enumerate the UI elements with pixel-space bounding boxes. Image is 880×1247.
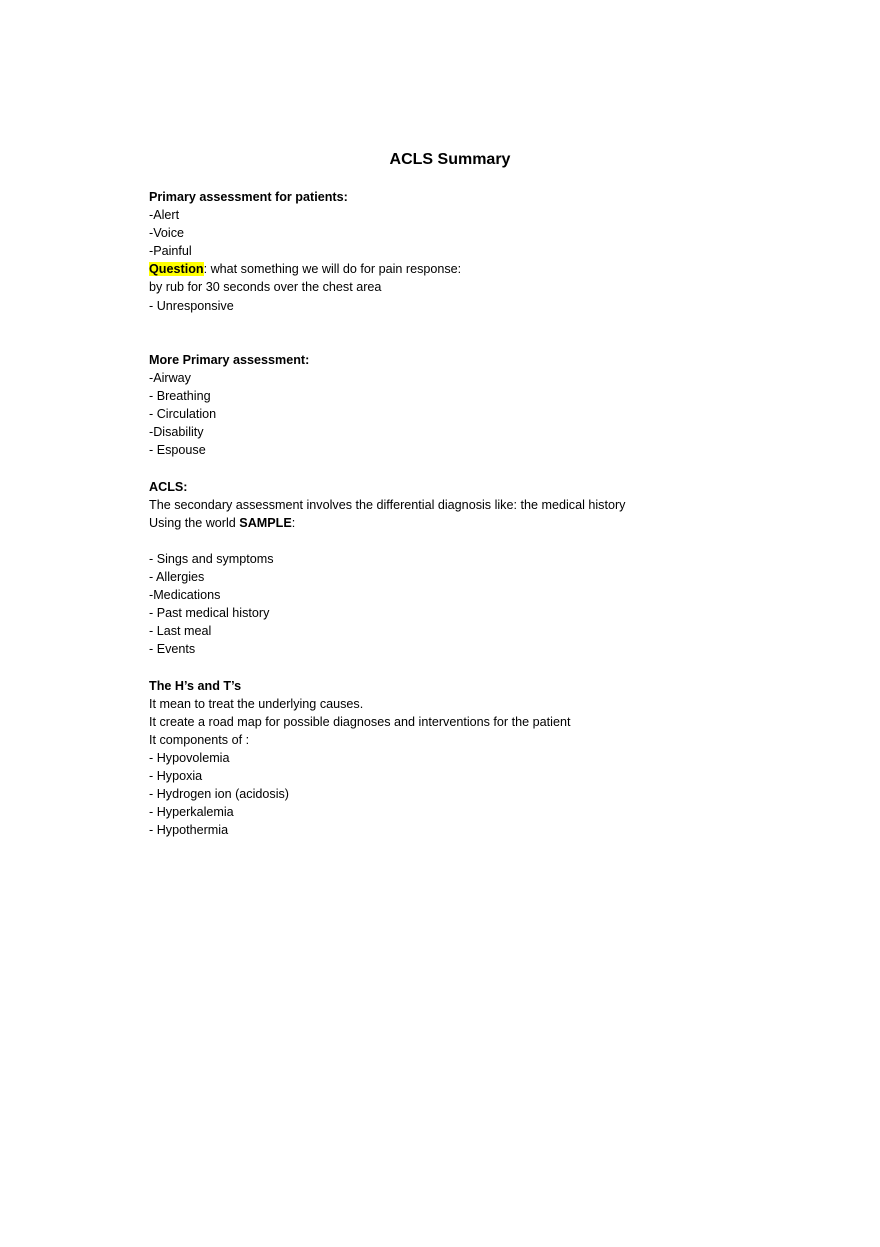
list-item: -Alert — [149, 208, 180, 223]
document-title: ACLS Summary — [389, 151, 511, 168]
section-heading-primary-assessment: Primary assessment for patients: — [149, 190, 348, 204]
answer-line: by rub for 30 seconds over the chest area — [149, 280, 382, 295]
paragraph-line: It mean to treat the underlying causes. — [149, 696, 364, 711]
document-body — [149, 188, 769, 839]
question-label-highlighted: Question — [149, 262, 204, 277]
question-text: : what something we will do for pain response: — [203, 262, 462, 277]
list-item: -Medications — [149, 588, 221, 603]
list-item: - Past medical history — [149, 606, 270, 621]
list-item: - Hypovolemia — [149, 750, 230, 765]
spacer — [149, 459, 769, 477]
list-item: -Painful — [149, 244, 192, 259]
list-item: -Airway — [149, 370, 191, 385]
question-line — [149, 260, 769, 278]
paragraph-line: The secondary assessment involves the differential diagnosis like: the medical history — [149, 497, 626, 512]
spacer — [149, 333, 769, 351]
section-heading-hs-and-ts: The H’s and T’s — [149, 678, 242, 693]
list-item: - Allergies — [149, 569, 205, 584]
list-item: - Hypothermia — [149, 823, 229, 838]
sample-line — [149, 514, 769, 532]
list-item: -Disability — [149, 425, 204, 440]
section-heading-acls: ACLS: — [149, 479, 188, 494]
list-item: - Hyperkalemia — [149, 805, 234, 820]
list-item: -Voice — [149, 226, 185, 241]
list-item: - Breathing — [149, 389, 211, 404]
list-item: - Espouse — [149, 443, 206, 458]
list-item: - Hydrogen ion (acidosis) — [149, 787, 289, 802]
spacer — [149, 658, 769, 676]
section-heading-more-primary-assessment: More Primary assessment: — [149, 352, 310, 367]
list-item: - Unresponsive — [149, 298, 234, 313]
sample-suffix: : — [291, 515, 296, 530]
list-item: - Circulation — [149, 407, 217, 422]
spacer — [149, 532, 769, 550]
spacer — [149, 315, 769, 333]
sample-keyword: SAMPLE — [239, 515, 292, 530]
paragraph-line: It components of : — [149, 732, 250, 747]
list-item: - Last meal — [149, 624, 212, 639]
list-item: - Sings and symptoms — [149, 551, 274, 566]
sample-prefix: Using the world — [149, 515, 240, 530]
list-item: - Hypoxia — [149, 769, 203, 783]
paragraph-line: It create a road map for possible diagnoses and interventions for the patient — [149, 714, 571, 729]
list-item: - Events — [149, 642, 196, 657]
